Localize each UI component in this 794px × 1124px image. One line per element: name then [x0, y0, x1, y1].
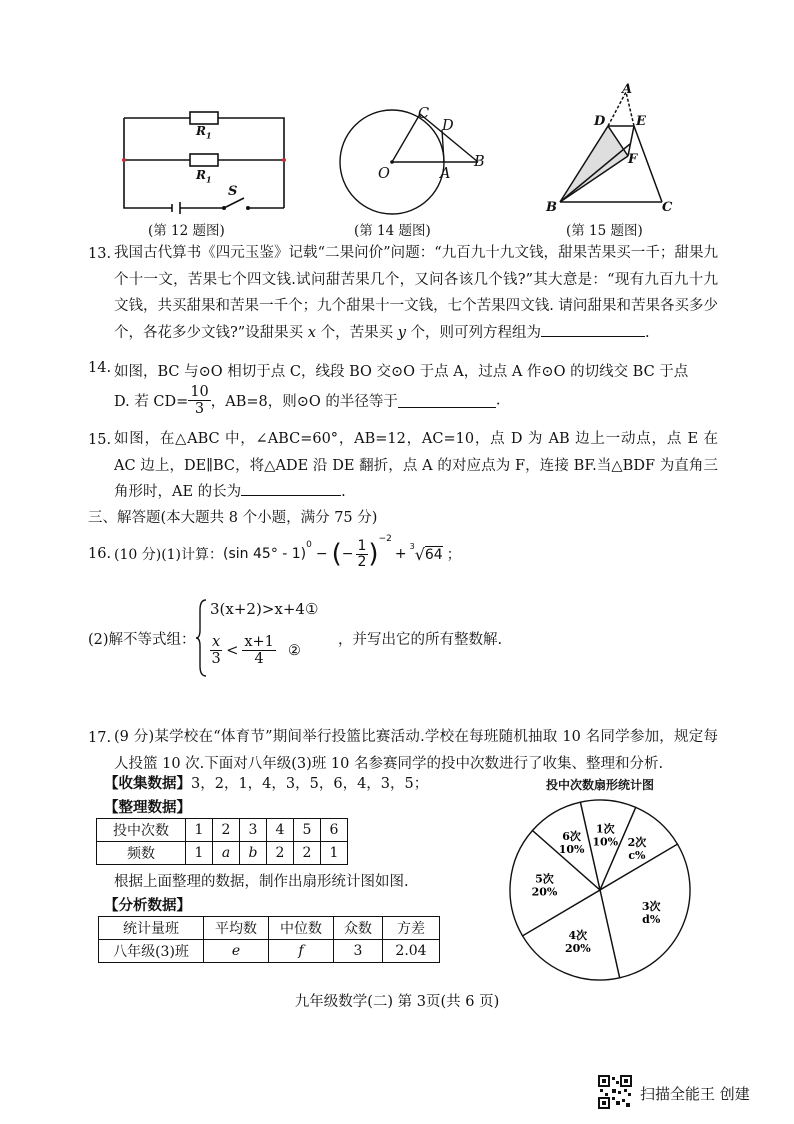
q15-text: 如图，在△ABC 中，∠ABC=60°，AB=12，AC=10，点 D 为 AB 边上一动点，点 E 在 AC 边上，DE∥BC，将△ADE 沿 DE 翻折，点 A 的对应点为 F，连接 BF.当△BDF 为直角三角形时，AE 的长为 . — [114, 431, 718, 500]
pie-chart — [500, 790, 700, 990]
table-row — [97, 842, 348, 865]
triangle-fold-diagram — [540, 84, 680, 214]
table-cell: f — [269, 940, 334, 963]
label-switch: S — [228, 184, 238, 199]
figure-15 — [540, 84, 680, 214]
label-O: O — [378, 166, 390, 182]
q15-answer-blank[interactable] — [241, 481, 341, 496]
table-row — [97, 819, 348, 842]
table-cell: 方差 — [383, 917, 440, 940]
figure-12 — [112, 100, 302, 220]
table-cell: 2 — [213, 819, 240, 842]
q17-organize-label: 【整理数据】 — [104, 799, 191, 816]
table-cell: 中位数 — [269, 917, 334, 940]
brace — [196, 598, 206, 676]
pie-percent-label: c% — [628, 849, 646, 863]
figure-14 — [330, 104, 500, 224]
frequency-table — [96, 818, 348, 865]
table-cell: 平均数 — [204, 917, 269, 940]
pie-category-label: 5次 — [535, 872, 554, 886]
circuit-diagram — [112, 100, 302, 220]
statistics-table — [98, 916, 440, 963]
table-cell: 4 — [267, 819, 294, 842]
label-B: B — [474, 154, 485, 170]
table-cell: 八年级(3)班 — [99, 940, 204, 963]
label-F15: F — [628, 152, 638, 167]
table-cell: 众数 — [334, 917, 383, 940]
table-cell: a — [213, 842, 240, 865]
table-cell: 2 — [267, 842, 294, 865]
table-cell: 3 — [334, 940, 383, 963]
pie-category-label: 1次 — [595, 822, 615, 836]
caption-fig12: (第 12 题图) — [148, 223, 225, 239]
pie-percent-label: d% — [642, 913, 661, 927]
table-cell: 3 — [240, 819, 267, 842]
table-cell: 1 — [186, 819, 213, 842]
pie-category-label: 6次 — [562, 829, 581, 843]
q16-part2-end: ，并写出它的所有整数解. — [338, 632, 503, 648]
label-C15: C — [662, 200, 673, 215]
table-cell: 2.04 — [383, 940, 440, 963]
label-C: C — [418, 106, 430, 122]
label-D: D — [442, 118, 454, 134]
q16-part2-label: (2)解不等式组： — [88, 632, 196, 648]
q16-ineq2: $\frac{x}{3}$ < $\frac{x+1}{4}$ ② — [211, 634, 301, 667]
q14-line2: D. 若 CD= $\frac{10}{3}$ ，AB=8，则⊙O 的半径等于 . — [114, 384, 501, 417]
table-cell: 5 — [294, 819, 321, 842]
pie-percent-label: 10% — [592, 835, 619, 849]
table-row — [99, 917, 440, 940]
q14-answer-blank[interactable] — [398, 393, 496, 408]
pie-percent-label: 20% — [531, 885, 558, 899]
pie-category-label: 2次 — [627, 836, 647, 850]
table-cell: 6 — [321, 819, 348, 842]
q17-note: 根据上面整理的数据，制作出扇形统计图如图. — [114, 874, 409, 890]
pie-category-label: 4次 — [568, 929, 588, 943]
table-cell: 统计量班 — [99, 917, 204, 940]
q17-collect: 【收集数据】3，2，1，4，3，5，6，4，3，5； — [104, 775, 429, 792]
label-A: A — [440, 166, 451, 182]
pie-chart-title: 投中次数扇形统计图 — [545, 778, 654, 792]
table-cell: 2 — [294, 842, 321, 865]
table-row — [99, 940, 440, 963]
table-cell: 频数 — [97, 842, 186, 865]
q14-number: 14. — [88, 360, 112, 376]
q16-ineq1: 3(x+2)>x+4① — [210, 600, 319, 618]
q13-number: 13. — [88, 246, 112, 262]
q16-number: 16. — [88, 546, 112, 562]
q17-intro: (9 分)某学校在“体育节”期间举行投篮比赛活动.学校在每班随机抽取 10 名同学参加，规定每人投篮 10 次.下面对八年级(3)班 10 名参赛同学的投中次数进行了收集、整理和分析. — [114, 729, 718, 772]
page-footer: 九年级数学(二) 第 3页(共 6 页) — [294, 994, 500, 1010]
table-cell: e — [204, 940, 269, 963]
q17-number: 17. — [88, 730, 112, 746]
pie-category-label: 3次 — [641, 900, 661, 914]
table-cell: 1 — [321, 842, 348, 865]
q13-answer-blank[interactable] — [541, 322, 645, 337]
q14-line1: 如图，BC 与⊙O 相切于点 C，线段 BO 交⊙O 于点 A，过点 A 作⊙O 的切线交 BC 于点 — [114, 364, 689, 380]
label-A15: A — [622, 82, 633, 97]
section-3-title: 三、解答题(本大题共 8 个小题，满分 75 分) — [88, 510, 378, 526]
pie-percent-label: 20% — [564, 942, 591, 956]
q15-number: 15. — [88, 432, 112, 448]
q16-part1: (10 分)(1)计算： (sin 45° - 1) $^0$ − ( − $\frac{1}{2}$ ) $^{-2}$ + $^3$ √ 64 ； — [114, 534, 461, 570]
label-r1-top: $R_1$ — [196, 124, 212, 141]
scanner-watermark: 扫描全能王 创建 — [640, 1085, 750, 1103]
table-cell: 1 — [186, 842, 213, 865]
label-E15: E — [636, 114, 646, 129]
table-cell: b — [240, 842, 267, 865]
label-B15: B — [546, 200, 557, 215]
caption-fig15: (第 15 题图) — [566, 223, 643, 239]
qr-code-icon — [598, 1075, 632, 1109]
table-cell: 投中次数 — [97, 819, 186, 842]
pie-percent-label: 10% — [558, 842, 585, 856]
q17-analyze-label: 【分析数据】 — [104, 897, 191, 914]
caption-fig14: (第 14 题图) — [354, 223, 431, 239]
q13-text: 我国古代算书《四元玉鉴》记载“二果问价”问题：“九百九十九文钱，甜果苦果买一千；甜果九个十一文，苦果七个四文钱.试问甜苦果几个，又问各该几个钱?”其大意是：“现有九百九十九文钱，共买甜果和苦果一千个；九个甜果十一文钱，七个苦果四文钱. 请问甜果和苦果各买多少个，各花多少文钱?”设甜果买 x 个，苦果买 y 个，则可列方程组为 . — [114, 245, 718, 341]
label-r1-bottom: $R_1$ — [196, 168, 212, 185]
label-D15: D — [594, 114, 606, 129]
